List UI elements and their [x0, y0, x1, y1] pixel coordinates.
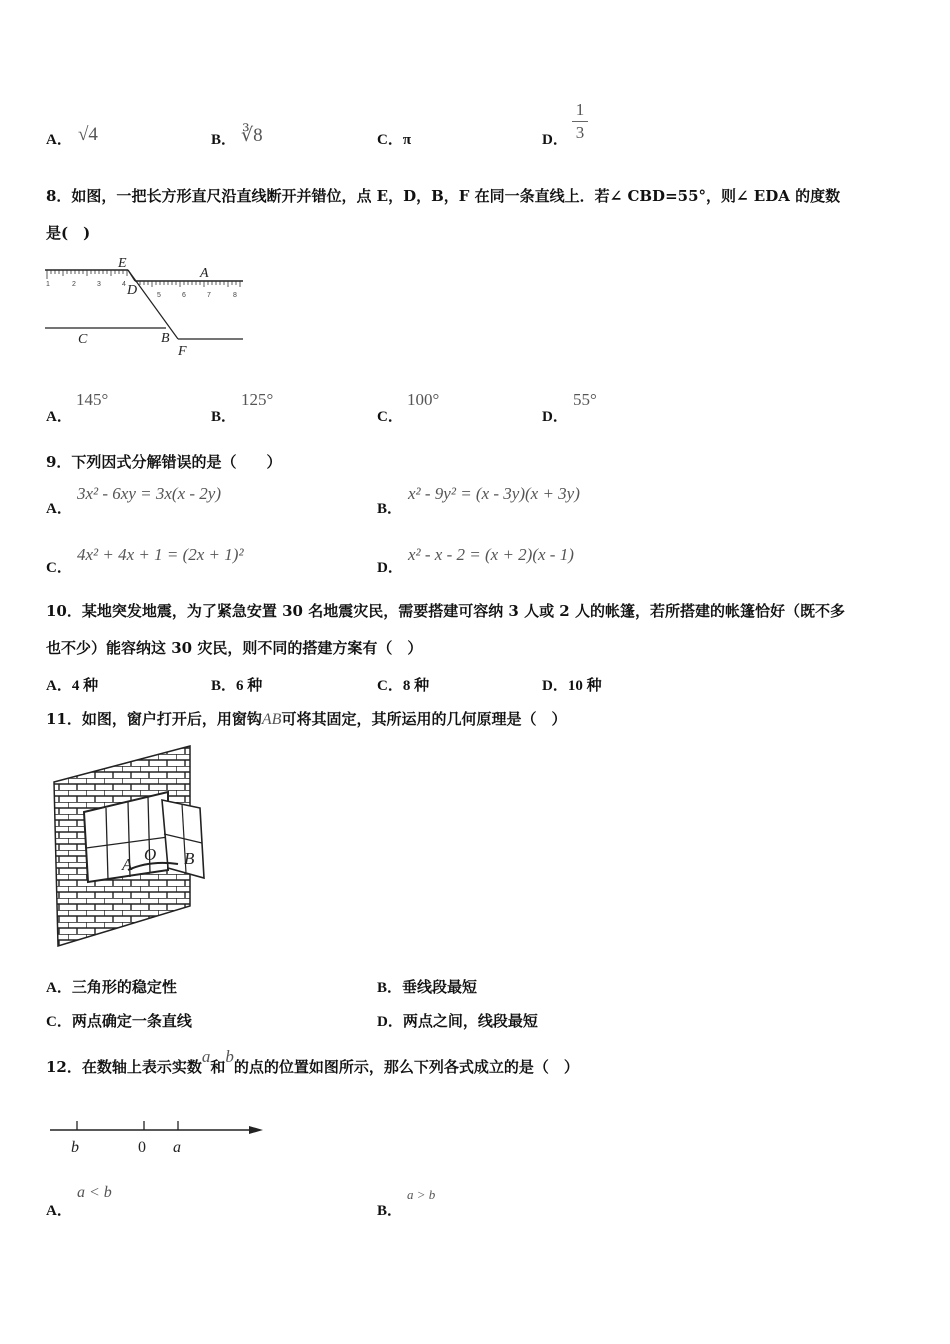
q7-option-a-value: √4: [78, 124, 98, 145]
q12-option-b-value: a > b: [407, 1187, 436, 1202]
q8-option-a: A．: [46, 409, 72, 425]
q10-option-b: B．6 种: [211, 678, 263, 694]
q8-option-c-value: 100°: [407, 390, 440, 409]
q8-ruler-figure: [40, 255, 250, 360]
ruler-tick-8: 8: [233, 292, 237, 299]
hook-label-o: O: [144, 845, 157, 864]
q9-stem: 9．下列因式分解错误的是（ ）: [46, 453, 282, 471]
q11-option-c: C．两点确定一条直线: [46, 1014, 192, 1030]
q11-option-a: A．三角形的稳定性: [46, 980, 177, 996]
q9-option-d: D．: [377, 560, 403, 576]
q9-option-a-value: 3x² - 6xy = 3x(x - 2y): [77, 484, 221, 503]
q7-option-d: D．: [542, 132, 568, 148]
q9-option-d-value: x² - x - 2 = (x + 2)(x - 1): [408, 545, 574, 564]
label-a: A: [200, 266, 209, 281]
q8-option-d: D．: [542, 409, 568, 425]
q10-option-d: D．10 种: [542, 678, 602, 694]
label-b: B: [161, 331, 170, 346]
q7-option-a: A．: [46, 132, 72, 148]
q11-option-d: D．两点之间，线段最短: [377, 1014, 538, 1030]
label-c: C: [78, 332, 88, 347]
q8-stem-line1: 8．如图，一把长方形直尺沿直线断开并错位，点 E，D，B，F 在同一条直线上．若∠ CBD=55°，则∠ EDA 的度数: [46, 187, 841, 205]
q7-option-b-value: ∛8: [241, 125, 263, 146]
q11-window-figure: [50, 742, 220, 952]
axis-label-a: a: [173, 1139, 181, 1156]
q9-option-c-value: 4x² + 4x + 1 = (2x + 1)²: [77, 545, 244, 564]
ruler-tick-1: 1: [46, 281, 50, 288]
ruler-tick-2: 2: [72, 281, 76, 288]
q10-option-a: A．4 种: [46, 678, 99, 694]
axis-label-0: 0: [138, 1139, 146, 1156]
q8-option-b: B．: [211, 409, 237, 425]
ruler-tick-5: 5: [157, 292, 161, 299]
q12-stem: 12．在数轴上表示实数a和b的点的位置如图所示，那么下列各式成立的是（ ）: [46, 1047, 579, 1076]
axis-arrow: [249, 1126, 263, 1134]
q10-stem-line2: 也不少）能容纳这 30 灾民，则不同的搭建方案有（ ）: [46, 639, 423, 657]
q9-option-a: A．: [46, 501, 72, 517]
ruler-tick-4: 4: [122, 281, 126, 288]
q8-option-c: C．: [377, 409, 403, 425]
hook-label-a: A: [122, 855, 133, 874]
q9-option-c: C．: [46, 560, 72, 576]
q7-option-b: B．: [211, 132, 237, 148]
q12-number-line: [45, 1112, 275, 1167]
q7-option-c: C．π: [377, 132, 412, 148]
q12-option-a: A．: [46, 1203, 72, 1219]
q12-option-a-value: a < b: [77, 1184, 112, 1201]
q8-option-a-value: 145°: [76, 390, 109, 409]
q11-option-b: B．垂线段最短: [377, 980, 478, 996]
hook-label-b: B: [184, 849, 195, 868]
q9-option-b: B．: [377, 501, 403, 517]
axis-label-b: b: [71, 1139, 79, 1156]
label-f: F: [178, 344, 187, 359]
q8-stem-line2: 是( ): [46, 224, 91, 242]
label-e: E: [118, 256, 127, 271]
q10-stem-line1: 10．某地突发地震，为了紧急安置 30 名地震灾民，需要搭建可容纳 3 人或 2 人的帐篷，若所搭建的帐篷恰好（既不多: [46, 602, 845, 620]
q12-option-b: B．: [377, 1203, 403, 1219]
q8-option-b-value: 125°: [241, 390, 274, 409]
q9-option-b-value: x² - 9y² = (x - 3y)(x + 3y): [408, 484, 580, 503]
q8-option-d-value: 55°: [573, 390, 597, 409]
label-d: D: [127, 283, 138, 298]
q10-option-c: C．8 种: [377, 678, 430, 694]
ruler-tick-7: 7: [207, 292, 211, 299]
ruler-tick-6: 6: [182, 292, 186, 299]
ruler-tick-3: 3: [97, 281, 101, 288]
q11-stem: 11．如图，窗户打开后，用窗钩AB可将其固定，其所运用的几何原理是（ ）: [46, 710, 567, 728]
q7-option-d-fraction: 1 3: [572, 100, 588, 143]
